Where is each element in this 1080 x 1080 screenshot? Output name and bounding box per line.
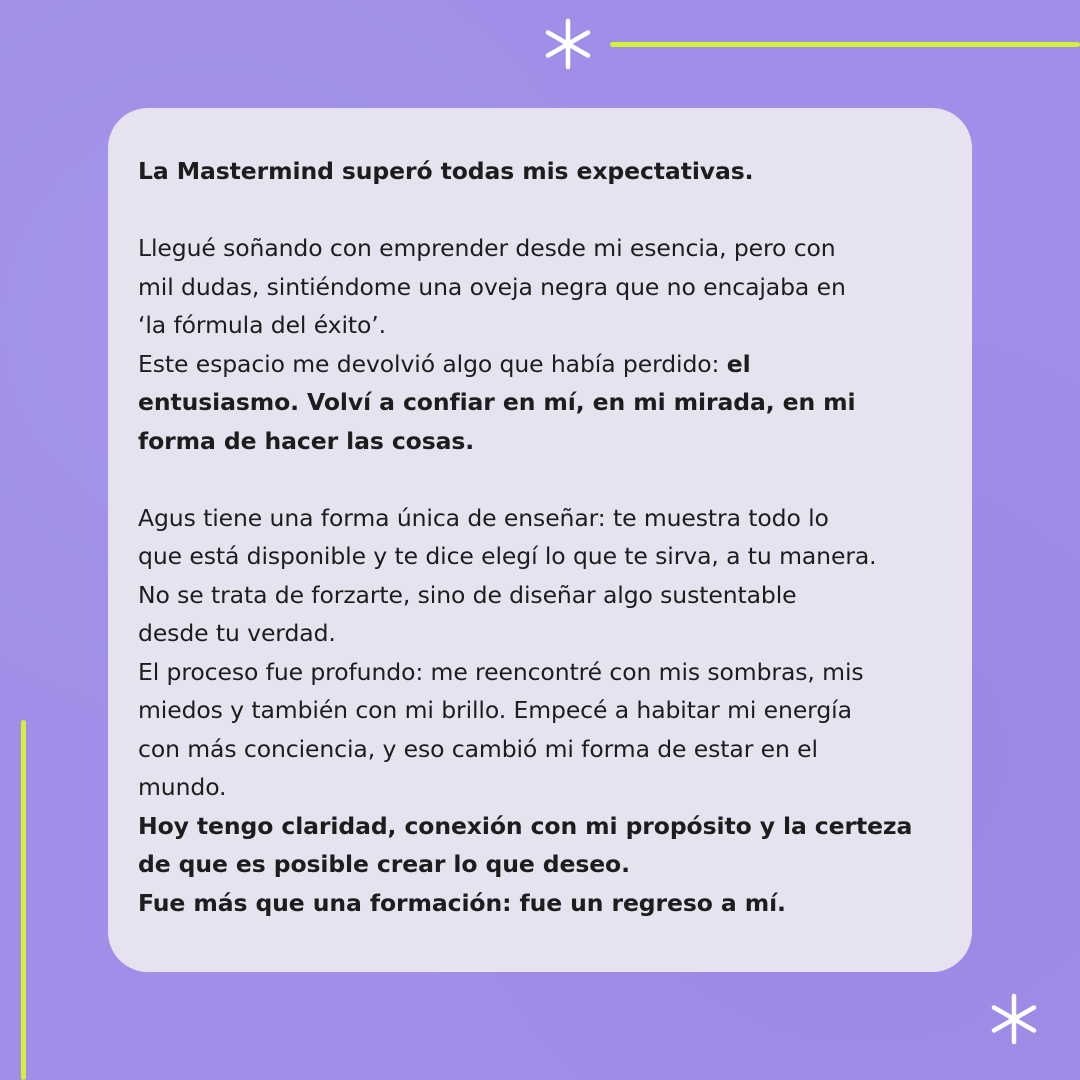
paragraph-line: Llegué soñando con emprender desde mi esencia, pero con	[138, 234, 836, 262]
paragraph-line: mundo.	[138, 773, 227, 801]
sparkle-icon	[542, 18, 594, 70]
paragraph-line: miedos y también con mi brillo. Empecé a habitar mi energía	[138, 696, 852, 724]
paragraph-line: Agus tiene una forma única de enseñar: te muestra todo lo	[138, 503, 829, 532]
closing-line: Fue más que una formación: fue un regreso a mí.	[138, 888, 786, 917]
accent-line-top	[610, 42, 1080, 47]
accent-line-left	[21, 720, 26, 1080]
highlight-line: de que es posible crear lo que deseo.	[138, 850, 630, 878]
testimonial-headline: La Mastermind superó todas mis expectativas.	[138, 157, 754, 185]
paragraph-line: mil dudas, sintiéndome una oveja negra que no encajaba en	[138, 272, 846, 301]
paragraph-line	[138, 345, 948, 384]
paragraph-line: con más conciencia, y eso cambió mi forma de estar en el	[138, 734, 818, 763]
sparkle-icon	[988, 993, 1040, 1045]
highlight-text: el	[726, 349, 751, 378]
paragraph-line: que está disponible y te dice elegí lo que te sirva, a tu manera.	[138, 542, 877, 570]
highlight-line: forma de hacer las cosas.	[138, 426, 475, 455]
paragraph-line: ‘la fórmula del éxito’.	[138, 311, 387, 339]
paragraph-text: Este espacio me devolvió algo que había perdido:	[138, 349, 727, 378]
highlight-line: Hoy tengo claridad, conexión con mi propósito y la certeza	[138, 811, 913, 840]
testimonial-text	[138, 152, 948, 922]
paragraph-line: desde tu verdad.	[138, 619, 336, 647]
highlight-line: entusiasmo. Volví a confiar en mí, en mi mirada, en mi	[138, 388, 856, 416]
testimonial-card	[108, 108, 972, 972]
paragraph-line: No se trata de forzarte, sino de diseñar algo sustentable	[138, 580, 797, 609]
paragraph-line: El proceso fue profundo: me reencontré con mis sombras, mis	[138, 657, 864, 686]
